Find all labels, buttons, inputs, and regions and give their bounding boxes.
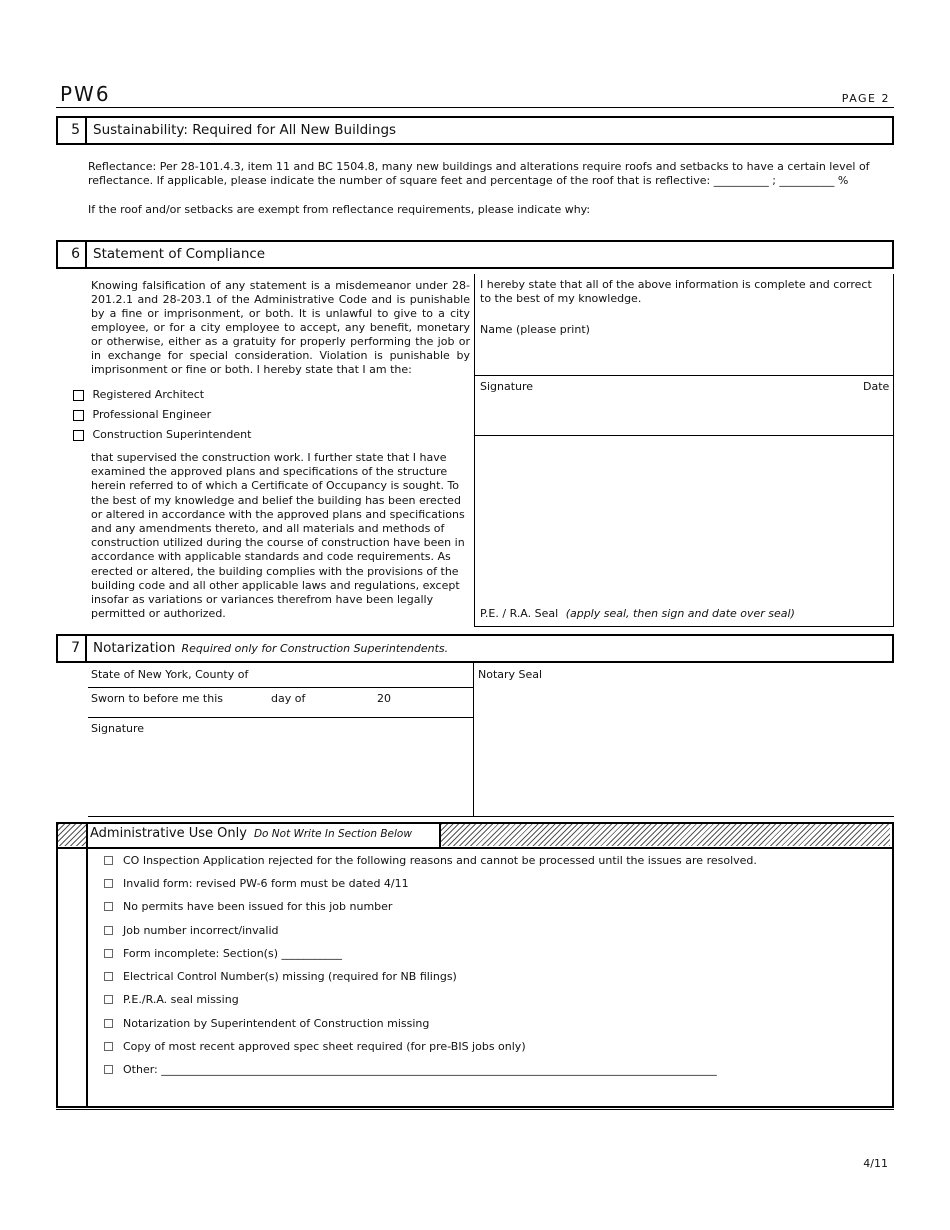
checkbox[interactable] <box>104 995 113 1004</box>
section-6-bottom-rule <box>474 626 894 627</box>
field-divider <box>474 435 894 436</box>
option-label: Registered Architect <box>92 388 205 401</box>
page-number: PAGE 2 <box>841 92 890 105</box>
checkbox[interactable] <box>104 972 113 981</box>
seal-note: (apply seal, then sign and date over seal) <box>565 607 795 620</box>
checkbox[interactable] <box>104 1019 113 1028</box>
field-divider <box>88 717 473 718</box>
checkbox[interactable] <box>104 949 113 958</box>
checkbox[interactable] <box>104 902 113 911</box>
option-label: Professional Engineer <box>92 408 212 421</box>
option-label: Construction Superintendent <box>92 428 252 441</box>
admin-item-other[interactable] <box>104 1063 874 1076</box>
compliance-intro: Knowing falsification of any statement is a misdemeanor under 28-201.2.1 and 28-203.1 of the Administrative Code and is punishable by a fine or imprisonment, or both. It is unlawful to give to a city employee, or for a city employee to accept, any benefit, monetary or otherwise, either as a gratuity for properly performing the job or in exchange for special consideration. Violation is punishable by imprisonment or fine or both. I hereby state that I am the: <box>91 279 470 376</box>
compliance-continuation: that supervised the construction work. I further state that I have examined the approved plans and specifications of the structure herein referred to of which a Certificate of Occupancy is sought. To the best of my knowledge and belief the building has been erected or altered in accordance with the approved plans and specifications and any amendments thereto, and all materials and methods of construction utilized during the course of construction have been in accordance with applicable standards and code requirements. As erected or altered, the building complies with the provisions of the building code and all other applicable laws and regulations, except insofar as variations or variances therefrom have been legally permitted or authorized. <box>91 451 465 621</box>
admin-item-label: Other: _____________________________________________________________________________________________________ <box>123 1063 717 1076</box>
section-title: Statement of Compliance <box>93 246 266 262</box>
admin-item-label: Form incomplete: Section(s) ___________ <box>123 947 342 960</box>
section-number: 5 <box>58 118 87 143</box>
checkbox[interactable] <box>104 1065 113 1074</box>
admin-item-job-number[interactable] <box>104 924 279 937</box>
form-version: 4/11 <box>863 1157 888 1170</box>
option-professional-engineer[interactable] <box>73 408 211 422</box>
section-7-header <box>56 634 894 663</box>
admin-item-spec-sheet[interactable] <box>104 1040 526 1053</box>
section-title-text: Notarization <box>93 640 176 656</box>
checkbox[interactable] <box>104 1042 113 1051</box>
admin-item-label: Copy of most recent approved spec sheet required (for pre-BIS jobs only) <box>123 1040 526 1053</box>
hatch-right <box>441 824 890 846</box>
reflectance-line-1: Reflectance: Per 28-101.4.3, item 11 and BC 1504.8, many new buildings and alterations require roofs and setbacks to have a certain level of <box>88 160 870 173</box>
county-field[interactable]: State of New York, County of <box>91 668 249 681</box>
checkbox[interactable] <box>73 430 84 441</box>
reflectance-line-2[interactable]: reflectance. If applicable, please indicate the number of square feet and percentage of the roof that is reflective: __________ ; __________ % <box>88 174 849 187</box>
admin-item-label: CO Inspection Application rejected for the following reasons and cannot be processed until the issues are resolved. <box>123 854 757 867</box>
name-print-field[interactable]: Name (please print) <box>480 323 590 336</box>
section-title: Sustainability: Required for All New Buildings <box>93 122 397 138</box>
admin-item-seal-missing[interactable] <box>104 993 239 1006</box>
admin-item-rejected[interactable] <box>104 854 757 867</box>
notary-seal-area[interactable]: Notary Seal <box>478 668 543 681</box>
admin-subtitle: Do Not Write In Section Below <box>253 828 412 840</box>
admin-header-rule <box>56 847 892 849</box>
admin-item-label: No permits have been issued for this job number <box>123 900 393 913</box>
reflectance-text <box>88 160 888 188</box>
checkbox[interactable] <box>73 390 84 401</box>
checkbox[interactable] <box>73 410 84 421</box>
signature-field[interactable]: Signature <box>480 380 534 393</box>
checkbox[interactable] <box>104 856 113 865</box>
right-statement: I hereby state that all of the above information is complete and correct to the best of my knowledge. <box>480 278 872 305</box>
admin-item-notarization[interactable] <box>104 1017 429 1030</box>
section-number: 7 <box>58 636 87 661</box>
header-rule <box>56 107 894 108</box>
field-divider <box>474 375 894 376</box>
section-7-bottom-rule <box>88 816 894 817</box>
section-6-divider <box>474 274 475 626</box>
checkbox[interactable] <box>104 879 113 888</box>
admin-item-label: Notarization by Superintendent of Construction missing <box>123 1017 430 1030</box>
section-6-right-border <box>893 274 894 626</box>
admin-title-divider <box>439 822 441 847</box>
section-title <box>93 636 448 661</box>
notary-signature-field[interactable]: Signature <box>91 722 145 735</box>
section-number: 6 <box>58 242 87 267</box>
seal-area[interactable] <box>480 607 795 621</box>
section-subtitle: Required only for Construction Superintendents. <box>181 642 449 655</box>
day-of-field[interactable]: day of <box>271 692 306 705</box>
hatch-left <box>58 824 86 846</box>
admin-left-divider <box>86 822 88 1106</box>
admin-title <box>90 826 412 841</box>
section-5-header <box>56 116 894 145</box>
sworn-field[interactable]: Sworn to before me this <box>91 692 223 705</box>
admin-item-no-permits[interactable] <box>104 900 392 913</box>
exempt-reason-prompt[interactable]: If the roof and/or setbacks are exempt from reflectance requirements, please indicate why: <box>88 203 591 216</box>
admin-title-text: Administrative Use Only <box>90 826 247 841</box>
field-divider <box>88 687 473 688</box>
seal-label: P.E. / R.A. Seal <box>480 607 559 620</box>
admin-item-label: Job number incorrect/invalid <box>123 924 279 937</box>
date-field[interactable]: Date <box>863 380 890 393</box>
admin-item-label: Electrical Control Number(s) missing (required for NB filings) <box>123 970 457 983</box>
checkbox[interactable] <box>104 926 113 935</box>
option-registered-architect[interactable] <box>73 388 204 402</box>
admin-item-incomplete[interactable] <box>104 947 342 960</box>
section-6-header <box>56 240 894 269</box>
admin-bottom-rule <box>56 1109 894 1110</box>
form-id: PW6 <box>60 82 111 106</box>
option-construction-superintendent[interactable] <box>73 428 251 442</box>
admin-item-label: Invalid form: revised PW-6 form must be dated 4/11 <box>123 877 409 890</box>
year-field[interactable]: 20 <box>377 692 391 705</box>
admin-item-electrical[interactable] <box>104 970 457 983</box>
admin-item-label: P.E./R.A. seal missing <box>123 993 239 1006</box>
admin-item-invalid-form[interactable] <box>104 877 409 890</box>
section-7-divider <box>473 663 474 816</box>
